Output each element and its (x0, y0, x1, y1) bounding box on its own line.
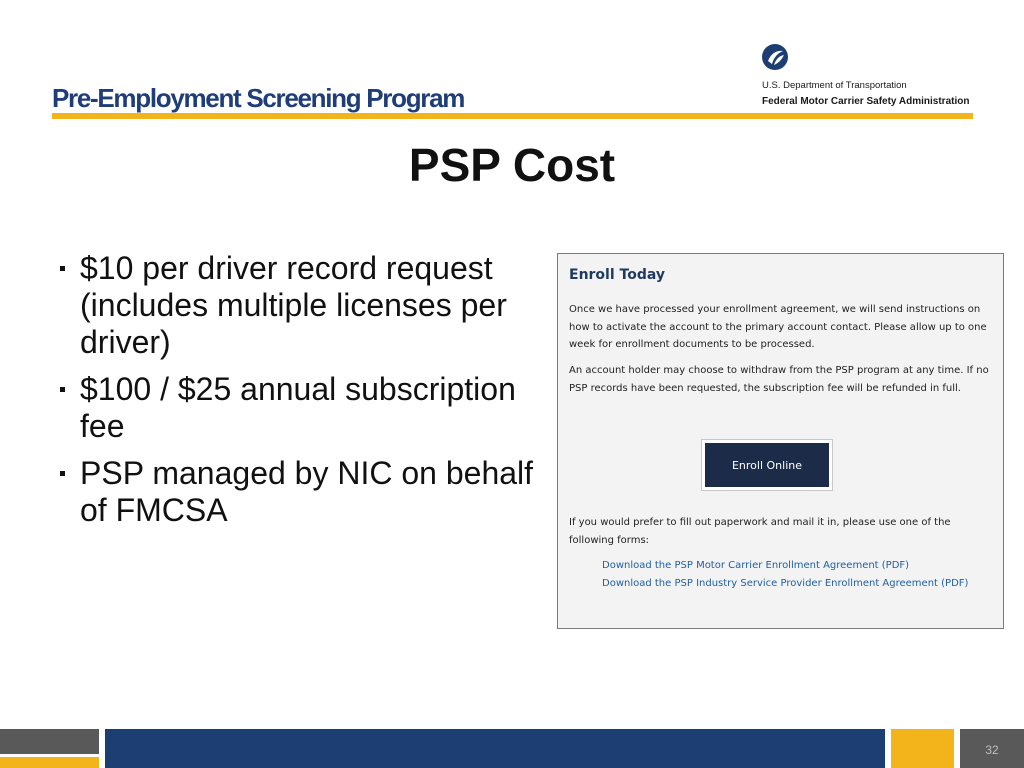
page-number: 32 (985, 743, 999, 757)
agency-name: Federal Motor Carrier Safety Administration (762, 96, 970, 107)
paper-forms-text: If you would prefer to fill out paperwork and mail it in, please use one of the following forms: (569, 517, 951, 546)
square-bullet-icon (60, 387, 65, 392)
program-title: Pre-Employment Screening Program (52, 83, 465, 113)
bullet-text: $100 / $25 annual subscription fee (80, 371, 516, 444)
footer-blue-bar (105, 729, 885, 768)
bullet-item (58, 455, 553, 529)
enroll-instructions: Once we have processed your enrollment agreement, we will send instructions on how to activate the account to the primary account contact. Please allow up to one week for enrollment documents to be processed. (569, 304, 987, 350)
withdraw-notice: An account holder may choose to withdraw from the PSP program at any time. If no PSP records have been requested, the subscription fee will be refunded in full. (569, 365, 989, 394)
dot-logo-icon (762, 44, 788, 70)
slide-title: PSP Cost (408, 139, 616, 191)
department-name: U.S. Department of Transportation (762, 80, 907, 91)
footer-gold-block (891, 729, 954, 768)
bullet-text: PSP managed by NIC on behalf of FMCSA (80, 455, 534, 528)
agency-logo (762, 44, 977, 108)
enroll-heading: Enroll Today (569, 267, 665, 283)
square-bullet-icon (60, 266, 65, 271)
square-bullet-icon (60, 471, 65, 476)
header-divider (52, 113, 973, 119)
bullet-item (58, 250, 553, 361)
footer-gray-block (0, 729, 99, 754)
bullet-text: $10 per driver record request (includes multiple licenses per driver) (80, 250, 507, 360)
enroll-screenshot (557, 253, 1004, 629)
motor-carrier-agreement-link[interactable]: Download the PSP Motor Carrier Enrollment Agreement (PDF) (602, 560, 910, 571)
isp-agreement-link[interactable]: Download the PSP Industry Service Provider Enrollment Agreement (PDF) (602, 578, 969, 589)
enroll-online-button[interactable]: Enroll Online (705, 443, 829, 487)
bullet-item (58, 371, 553, 445)
bullet-list (58, 250, 553, 539)
footer-gold-strip (0, 757, 99, 768)
